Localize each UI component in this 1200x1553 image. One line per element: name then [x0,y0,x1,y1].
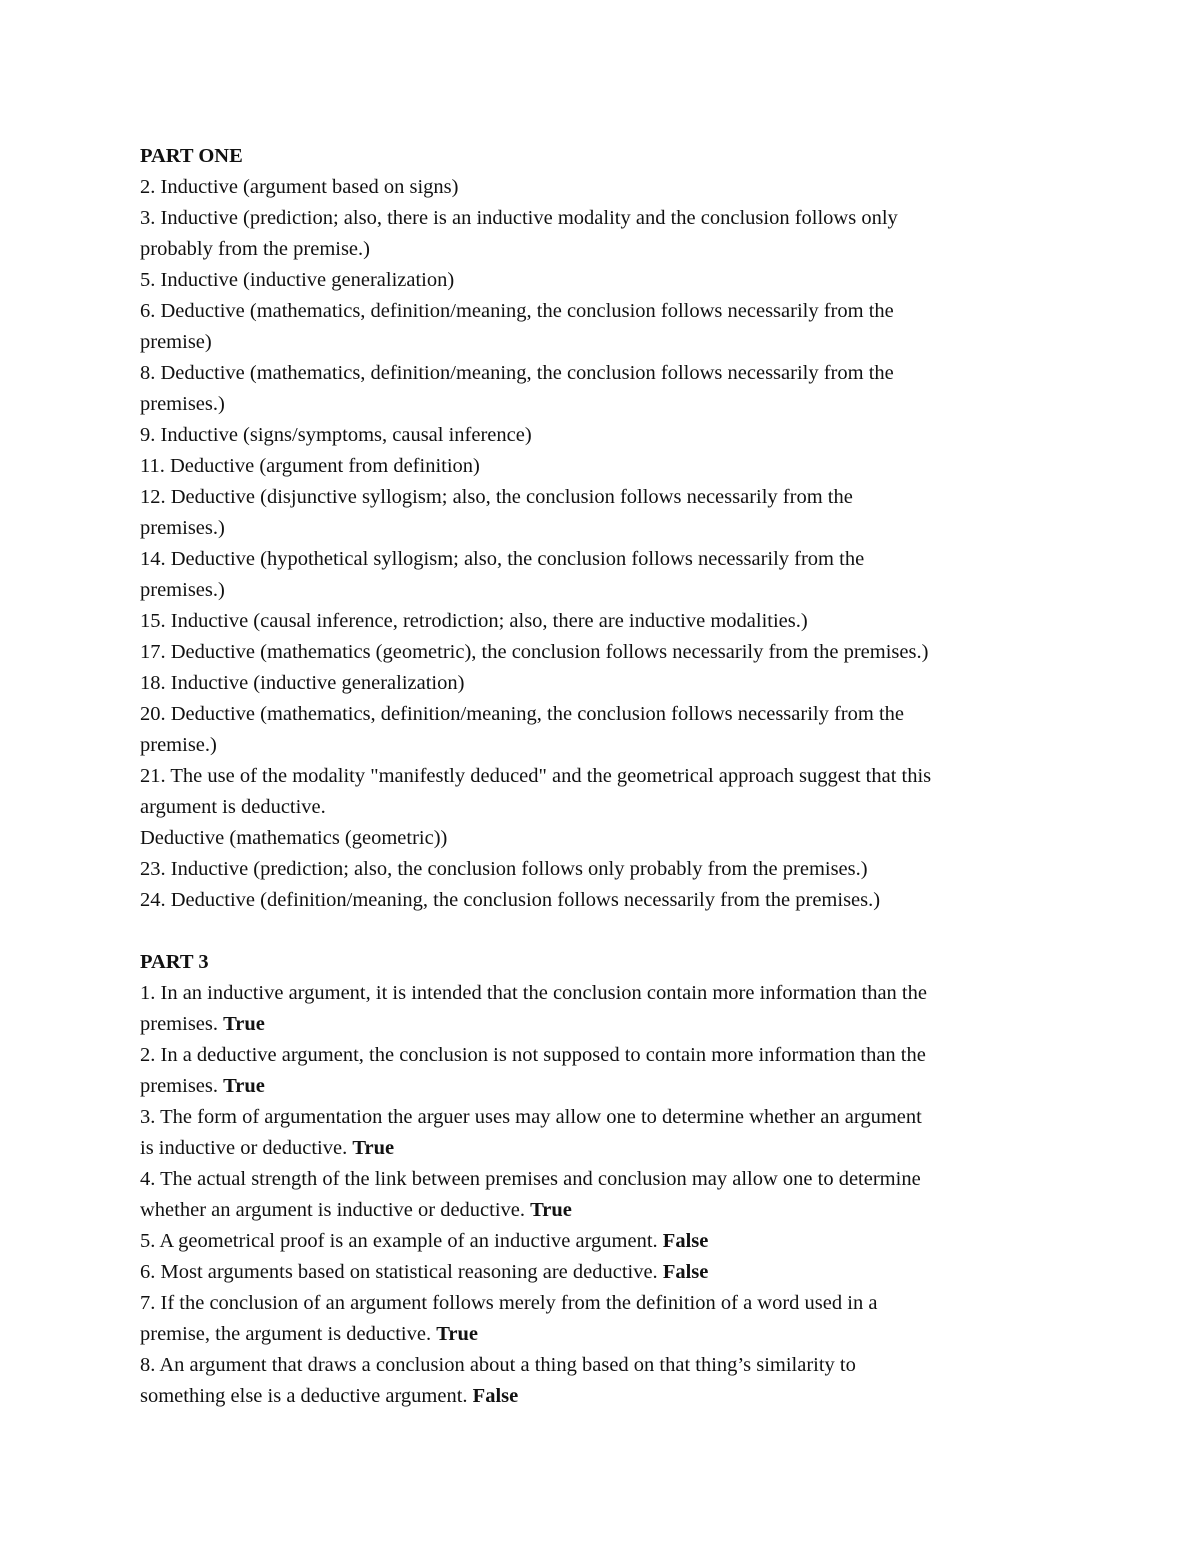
text-line: 23. Inductive (prediction; also, the conclusion follows only probably from the premises.) [140,858,868,880]
text-line: 3. Inductive (prediction; also, there is an inductive modality and the conclusion follows only [140,207,898,229]
true-false-item [140,1164,1060,1226]
statement-line [140,1009,1060,1040]
statement-text: premise, the argument is deductive. [140,1323,437,1345]
part-three-heading: PART 3 [140,951,209,973]
statement-line: 1. In an inductive argument, it is intended that the conclusion contain more information than the [140,982,927,1004]
statement-text: is inductive or deductive. [140,1137,353,1159]
answer-label: False [662,1230,709,1252]
text-line: 15. Inductive (causal inference, retrodiction; also, there are inductive modalities.) [140,610,808,632]
statement-line [140,1257,1060,1288]
part-three-statements [140,978,1060,1412]
text-line: 17. Deductive (mathematics (geometric), the conclusion follows necessarily from the premises.) [140,641,929,663]
text-line: 14. Deductive (hypothetical syllogism; also, the conclusion follows necessarily from the [140,548,865,570]
statement-line [140,1226,1060,1257]
text-line: 11. Deductive (argument from definition) [140,455,480,477]
text-line: 6. Deductive (mathematics, definition/meaning, the conclusion follows necessarily from the [140,300,894,322]
text-line: 21. The use of the modality "manifestly deduced" and the geometrical approach suggest that this [140,765,932,787]
true-false-item [140,1288,1060,1350]
text-line: premises.) [140,517,225,539]
statement-line [140,1071,1060,1102]
text-line: argument is deductive. [140,796,326,818]
statement-line [140,1381,1060,1412]
statement-text: premises. [140,1075,224,1097]
answer-label: True [352,1137,395,1159]
section-spacer [140,916,1060,947]
statement-line: 7. If the conclusion of an argument follows merely from the definition of a word used in a [140,1292,878,1314]
text-line: probably from the premise.) [140,238,370,260]
text-line: 9. Inductive (signs/symptoms, causal inference) [140,424,532,446]
answer-label: False [662,1261,709,1283]
statement-text: 5. A geometrical proof is an example of an inductive argument. [140,1230,663,1252]
answer-label: True [436,1323,478,1345]
statement-line [140,1195,1060,1226]
true-false-item [140,1257,1060,1288]
true-false-item [140,1226,1060,1257]
document-page [140,141,1060,1412]
text-line: premise.) [140,734,217,756]
statement-line [140,1133,1060,1164]
true-false-item [140,1040,1060,1102]
answer-label: True [223,1075,265,1097]
text-line: premises.) [140,393,225,415]
statement-text: something else is a deductive argument. [140,1385,473,1407]
text-line: 24. Deductive (definition/meaning, the conclusion follows necessarily from the premises.) [140,889,881,911]
text-line: 5. Inductive (inductive generalization) [140,269,455,291]
text-line: 18. Inductive (inductive generalization) [140,672,465,694]
statement-line: 8. An argument that draws a conclusion about a thing based on that thing’s similarity to [140,1354,856,1376]
answer-label: True [223,1013,265,1035]
statement-line: 4. The actual strength of the link between premises and conclusion may allow one to determine [140,1168,921,1190]
statement-text: whether an argument is inductive or deductive. [140,1199,531,1221]
text-line: 8. Deductive (mathematics, definition/meaning, the conclusion follows necessarily from the [140,362,894,384]
text-line: 20. Deductive (mathematics, definition/meaning, the conclusion follows necessarily from the [140,703,904,725]
statement-line [140,1319,1060,1350]
true-false-item [140,978,1060,1040]
statement-line: 2. In a deductive argument, the conclusion is not supposed to contain more information than the [140,1044,926,1066]
statement-line: 3. The form of argumentation the arguer uses may allow one to determine whether an argument [140,1106,922,1128]
true-false-item [140,1102,1060,1164]
answer-label: True [530,1199,572,1221]
text-line: premises.) [140,579,225,601]
statement-text: premises. [140,1013,224,1035]
text-line: premise) [140,331,212,353]
answer-label: False [472,1385,519,1407]
true-false-item [140,1350,1060,1412]
text-line: 2. Inductive (argument based on signs) [140,176,459,198]
statement-text: 6. Most arguments based on statistical reasoning are deductive. [140,1261,663,1283]
text-line: Deductive (mathematics (geometric)) [140,827,448,849]
part-one-answers [140,172,1060,916]
text-line: 12. Deductive (disjunctive syllogism; also, the conclusion follows necessarily from the [140,486,853,508]
part-one-heading: PART ONE [140,145,243,167]
